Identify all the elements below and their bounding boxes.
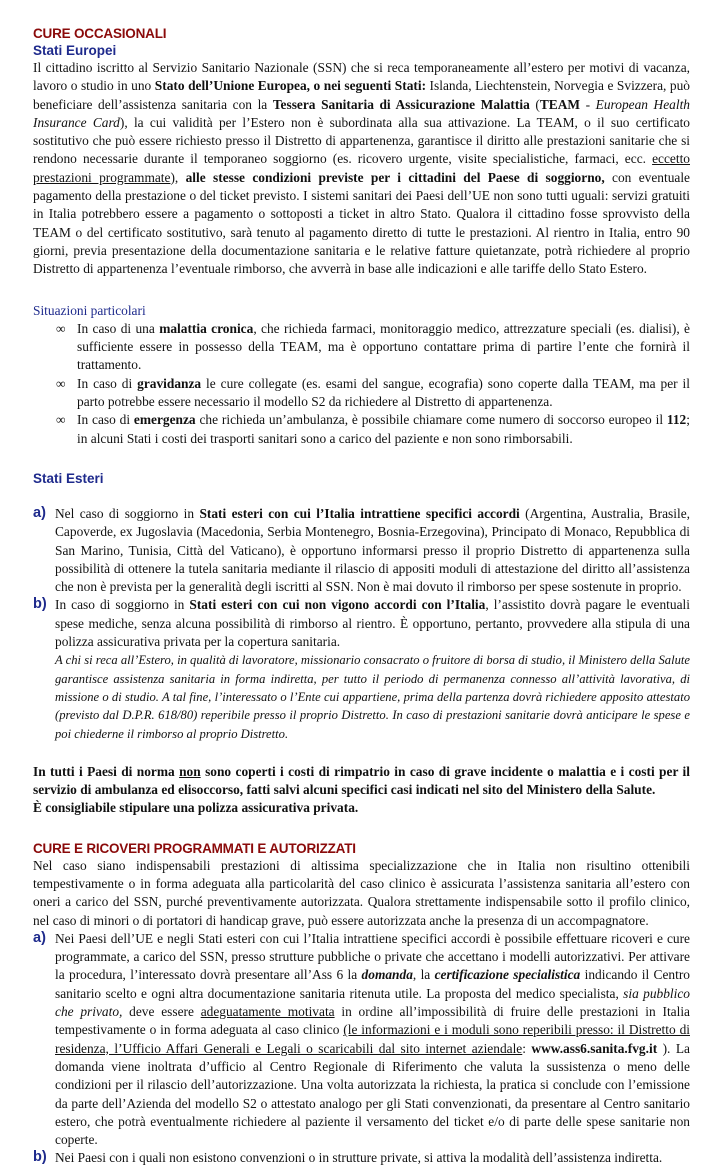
text-run: TEAM: [539, 96, 581, 112]
text-run: ), la cui validità per l’Estero non è subordinata alla sua attivazione. La TEAM, o il suo certificato sostitutivo che può essere richiesto presso il Distretto di appartenenza, garantisce il diritto alle prestazioni sanitarie che si rendono necessarie durante il temporaneo soggiorno (es. ricovero urgente, visite specialistiche, farmaci, ecc.: [33, 114, 691, 167]
text-run: È consigliabile stipulare una polizza assicurativa privata.: [33, 800, 359, 816]
text-run: (le informazioni e i moduli sono reperibili presso: il Distretto di residenza, l’Ufficio Affari Generali e Legali o scaricabili dal sito internet aziendale: [55, 1022, 690, 1056]
text-run: Nel caso siano indispensabili prestazioni di altissima specializzazione che in Italia non risultino ottenibili tempestivamente o in forma adeguata alla particolarità del caso clinico è assicurata l’assistenza sanitaria all’estero con oneri a carico del SSN, purché preventivamente autorizzata. Qualora strettamente indispensabile sotto il profilo clinico, nel caso di minori o di portatori di handicap grave, può essere autorizzata anche la presenza di un accompagnatore.: [33, 857, 690, 928]
advice-paragraph: [33, 799, 690, 817]
text-run: le cure collegate (es. esami del sangue, ecografia) sono coperte dalla TEAM, ma per il parto potrebbe essere necessario il modello S2 da richiedere al Distretto di appartenenza.: [77, 375, 690, 410]
list-item: [33, 1149, 690, 1167]
text-run: Islanda, Liechtenstein, Norvegia e Svizzera, può beneficiare dell’assistenza sanitaria con la: [33, 78, 690, 112]
text-run: , l’assistito dovrà pagare le eventuali spese mediche, senza alcuna possibilità di rimborso al rientro. È opportuno, pertanto, provvedere alla stipula di una polizza assicurativa privata per la copertura sanitaria.: [55, 597, 690, 650]
list-item: [33, 411, 690, 448]
list-item-text: [55, 931, 690, 1147]
text-run: Stati esteri con cui non vigono accordi con l’Italia: [189, 597, 486, 613]
list-item: [33, 930, 690, 1150]
text-run: non: [179, 763, 201, 779]
section-heading: CURE OCCASIONALI: [33, 26, 167, 41]
text-run: European Health Insurance Card: [33, 96, 691, 130]
list-item: [33, 505, 690, 596]
text-run: ),: [170, 169, 186, 185]
text-run: , che richieda farmaci, monitoraggio medico, attrezzature speciali (es. dialisi), è sufficiente essere in possesso della TEAM, ma è opportuno contattare prima di partire l’ente che fornirà il trattamento.: [77, 320, 690, 373]
text-run: 112: [666, 412, 687, 428]
infinity-bullet-icon: ∞: [56, 320, 66, 336]
text-run: deve essere: [122, 1004, 201, 1020]
text-run: indicando il Centro sanitario scelto e ogni altra documentazione sanitaria ritenuta utile. La proposta del medico specialista,: [55, 967, 690, 1001]
text-run: -: [580, 96, 596, 112]
text-run: In caso di: [77, 412, 134, 428]
text-run: (Argentina, Australia, Brasile, Capoverde, ex Jugoslavia (Macedonia, Serbia Montenegro, Bosnia-Erzegovina), Principato di Monaco, Repubblica di San Marino, Tunisia, Città del Vaticano), è opportuno informarsi presso il proprio Distretto di appartenenza sulla possibilità di ottenere la tutela sanitaria mediante il rilascio di appositi moduli di attestazione del diritto all’assistenza che non è prevista per la generalità degli iscritti al SSN. Non è mai dovuto il rimborso per spese sostenute in proprio.: [55, 505, 690, 595]
bullet-list: [33, 320, 690, 448]
text-run: , la: [412, 967, 435, 983]
paragraph-stati-europei: [33, 59, 690, 279]
text-run: gravidanza: [137, 375, 202, 391]
list-marker: a): [33, 504, 46, 521]
list-marker: b): [33, 596, 47, 613]
list-item-text: [77, 321, 690, 373]
text-run: sono coperti i costi di rimpatrio in caso di grave incidente o malattia e i costi per il servizio di ambulanza ed elisoccorso, fatti salvi alcuni specifici casi indicati nel sito del Ministero della Salute.: [33, 763, 690, 798]
list-item: [33, 596, 690, 742]
text-run: Tessera Sanitaria di Assicurazione Malattia: [272, 96, 530, 112]
list-item-text: [77, 376, 690, 409]
text-run: In caso di: [77, 375, 138, 391]
text-run: in ordine all’impossibilità di fruire delle prestazioni in Italia tempestivamente o in forma adeguata al caso clinico: [55, 1004, 690, 1038]
list-item: [33, 375, 690, 412]
text-run: con eventuale pagamento della prestazione o del ticket previsto. I sistemi sanitari dei Paesi dell’UE non sono tutti uguali: servizi gratuiti in Italia potrebbero essere a pagamento o sottoposti a ticket in altro Stato. Qualora il cittadino fosse sprovvisto della TEAM o del certificato sostitutivo, sarà tenuto al pagamento diretto di tutte le prestazioni. Al rientro in Italia, entro 90 giorni, previa presentazione della documentazione sanitaria e le relative fatture quietanzate, potrà richiedere al proprio Distretto di appartenenza l’eventuale rimborso, che avverrà in base alle indicazioni e alle tariffe dello Stato Estero.: [33, 169, 690, 277]
intro-paragraph: [33, 857, 690, 930]
list-item-text: [77, 412, 690, 445]
text-run: che richieda un’ambulanza, è possibile chiamare come numero di soccorso europeo il: [195, 412, 667, 428]
infinity-bullet-icon: ∞: [56, 375, 66, 391]
text-run: eccetto prestazioni programmate: [33, 151, 690, 185]
text-run: In caso di una: [77, 320, 160, 336]
subsection-heading: Stati Europei: [33, 43, 117, 58]
text-run: Nei Paesi dell’UE e negli Stati esteri con cui l’Italia intrattiene specifici accordi è possibile effettuare ricoveri e cure programmate, a carico del SSN, presso strutture pubbliche o private che accettano i modelli autorizzativi. Per attivare la procedura, l’interessato dovrà presentare all’Ass 6 la: [55, 930, 690, 983]
list-item-text: [55, 1150, 662, 1165]
list-item: [33, 320, 690, 375]
text-run: :: [522, 1040, 532, 1056]
text-run: Nei Paesi con i quali non esistono convenzioni o in strutture private, si attiva la modalità dell’assistenza indiretta.: [55, 1150, 663, 1166]
document-page: [33, 25, 690, 1168]
text-run: In tutti i Paesi di norma: [33, 763, 180, 779]
warning-paragraph: [33, 763, 690, 800]
subsection-heading: Situazioni particolari: [33, 302, 146, 318]
lettered-list: [33, 505, 690, 743]
text-run: domanda: [361, 967, 413, 983]
text-run: Stato dell’Unione Europea, o nei seguenti Stati:: [154, 78, 427, 94]
list-item-text: [55, 597, 690, 649]
text-run: www.ass6.sanita.fvg.it: [531, 1040, 658, 1056]
lettered-list: [33, 930, 690, 1168]
text-run: Stati esteri con cui l’Italia intrattiene specifici accordi: [199, 505, 520, 521]
list-marker: b): [33, 1149, 47, 1166]
list-marker: a): [33, 929, 46, 946]
section-heading: CURE E RICOVERI PROGRAMMATI E AUTORIZZATI: [33, 840, 356, 856]
text-run: (: [529, 96, 540, 112]
text-run: certificazione specialistica: [434, 967, 581, 983]
text-run: ; in alcuni Stati i costi dei trasporti sanitari sono a carico del paziente e non sono rimborsabili.: [77, 412, 690, 446]
text-run: In caso di soggiorno in: [55, 597, 190, 613]
text-run: malattia cronica: [159, 320, 254, 336]
list-item-text: [55, 506, 690, 594]
subsection-heading: Stati Esteri: [33, 470, 104, 486]
text-run: ). La domanda viene inoltrata d’ufficio al Centro Regionale di Riferimento che valuta la sussistenza o meno delle condizioni per il rilascio dell’autorizzazione. Una volta autorizzata la richiesta, la pratica si conclude con l’emissione da parte dell’Azienda del modello S2 o attestato analogo per gli Stati convenzionati, da presentare al Centro sanitario estero, che potrà eventualmente richiedere al paziente il versamento del ticket e/o di parte delle spese sanitarie non coperte.: [55, 1040, 690, 1148]
text-run: sia pubblico che privato,: [55, 985, 690, 1020]
text-run: emergenza: [133, 412, 196, 428]
italic-note: A chi si reca all’Estero, in qualità di lavoratore, missionario consacrato o fruitore di borsa di studio, il Ministero della Salute garantisce assistenza sanitaria in forma indiretta, per tutto il periodo di permanenza connesso all’attività lavorativa, di missione o di studio. A tal fine, l’interessato o l’Ente cui appartiene, prima della partenza dovrà richiedere apposito attestato (previsto dal D.P.R. 618/80) reperibile presso il proprio Distretto. In caso di prestazioni sanitarie dovrà anticipare le spese e poi chiederne il rimborso al proprio Distretto.: [55, 653, 690, 741]
text-run: alle stesse condizioni previste per i cittadini del Paese di soggiorno,: [185, 169, 605, 185]
text-run: Nel caso di soggiorno in: [55, 505, 200, 521]
text-run: adeguatamente motivata: [200, 1004, 335, 1020]
infinity-bullet-icon: ∞: [56, 412, 66, 428]
text-run: Il cittadino iscritto al Servizio Sanitario Nazionale (SSN) che si reca temporaneamente all’estero per motivi di vacanza, lavoro o studio in uno: [33, 60, 690, 94]
